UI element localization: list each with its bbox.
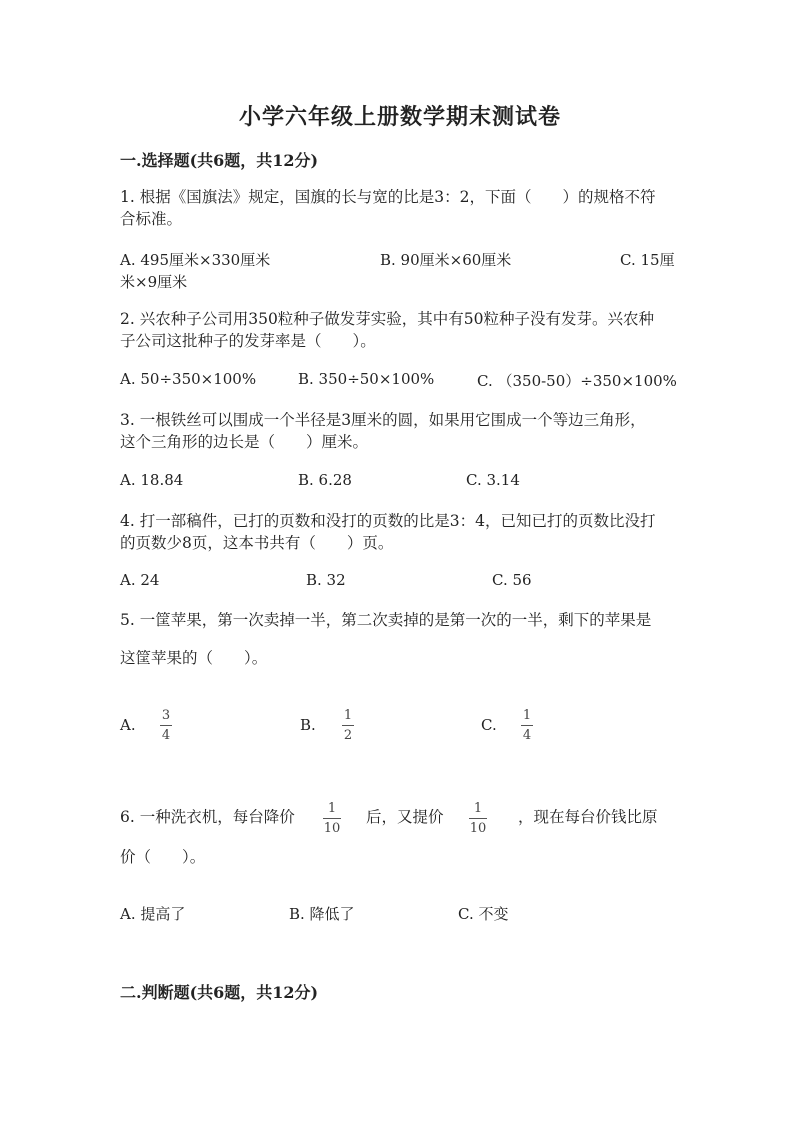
fraction-bar [469,818,487,819]
fraction-denominator: 2 [343,728,353,743]
question-5-option-b-fraction [342,708,354,743]
question-2-line-1: 2. 兴农种子公司用350粒种子做发芽实验，其中有50粒种子没有发芽。兴农种 [120,310,655,328]
fraction-bar [521,725,533,726]
question-5-option-b: B. [300,716,316,734]
question-2-option-a: A. 50÷350×100% [120,370,257,388]
question-1-option-c-continued: 米×9厘米 [120,273,188,291]
question-6-line-2: 价（ ）。 [120,848,206,866]
question-6-fraction-1 [323,801,341,836]
question-1-option-c: C. 15厘 [620,251,675,269]
question-3-line-2: 这个三角形的边长是（ ）厘米。 [120,433,369,451]
section-heading-judgement: 二.判断题(共6题，共12分) [120,983,319,1002]
question-5-line-2: 这筐苹果的（ ）。 [120,649,268,667]
question-3-option-b: B. 6.28 [298,471,352,489]
fraction-denominator: 10 [323,821,341,836]
question-2-line-2: 子公司这批种子的发芽率是（ ）。 [120,332,376,350]
question-6-text-part-3: ，现在每台价钱比原 [518,808,658,826]
question-4-line-2: 的页数少8页，这本书共有（ ）页。 [120,534,394,552]
question-6-option-a: A. 提高了 [120,905,186,923]
question-5-option-a-fraction [160,708,172,743]
question-5-option-c-fraction [521,708,533,743]
question-6-option-c: C. 不变 [458,905,509,923]
fraction-numerator: 1 [473,801,483,816]
question-1-line-2: 合标准。 [120,210,183,228]
question-5-option-c: C. [481,716,497,734]
fraction-denominator: 4 [161,728,171,743]
fraction-numerator: 1 [327,801,337,816]
fraction-denominator: 4 [522,728,532,743]
question-3-option-a: A. 18.84 [120,471,184,489]
page-title: 小学六年级上册数学期末测试卷 [238,104,561,130]
question-1-option-a: A. 495厘米×330厘米 [120,251,271,269]
question-5-option-a: A. [120,716,136,734]
question-4-option-c: C. 56 [492,571,532,589]
question-3-option-c: C. 3.14 [466,471,520,489]
question-4-option-a: A. 24 [120,571,160,589]
question-2-option-c: C. （350-50）÷350×100% [477,372,677,390]
fraction-bar [160,725,172,726]
fraction-numerator: 1 [522,708,532,723]
fraction-denominator: 10 [469,821,487,836]
fraction-bar [342,725,354,726]
fraction-numerator: 1 [343,708,353,723]
question-5-line-1: 5. 一筐苹果，第一次卖掉一半，第二次卖掉的是第一次的一半，剩下的苹果是 [120,611,652,629]
question-1-line-1: 1. 根据《国旗法》规定，国旗的长与宽的比是3：2，下面（ ）的规格不符 [120,188,656,206]
section-heading-choice: 一.选择题(共6题，共12分) [120,151,319,170]
question-2-option-b: B. 350÷50×100% [298,370,435,388]
question-6-text-part-1: 6. 一种洗衣机，每台降价 [120,808,295,826]
question-6-fraction-2 [469,801,487,836]
fraction-numerator: 3 [161,708,171,723]
fraction-bar [323,818,341,819]
question-1-option-b: B. 90厘米×60厘米 [380,251,512,269]
question-6-text-part-2: 后，又提价 [366,808,444,826]
question-4-line-1: 4. 打一部稿件，已打的页数和没打的页数的比是3：4，已知已打的页数比没打 [120,512,656,530]
question-6-option-b: B. 降低了 [289,905,355,923]
question-4-option-b: B. 32 [306,571,346,589]
question-3-line-1: 3. 一根铁丝可以围成一个半径是3厘米的圆，如果用它围成一个等边三角形， [120,411,646,429]
